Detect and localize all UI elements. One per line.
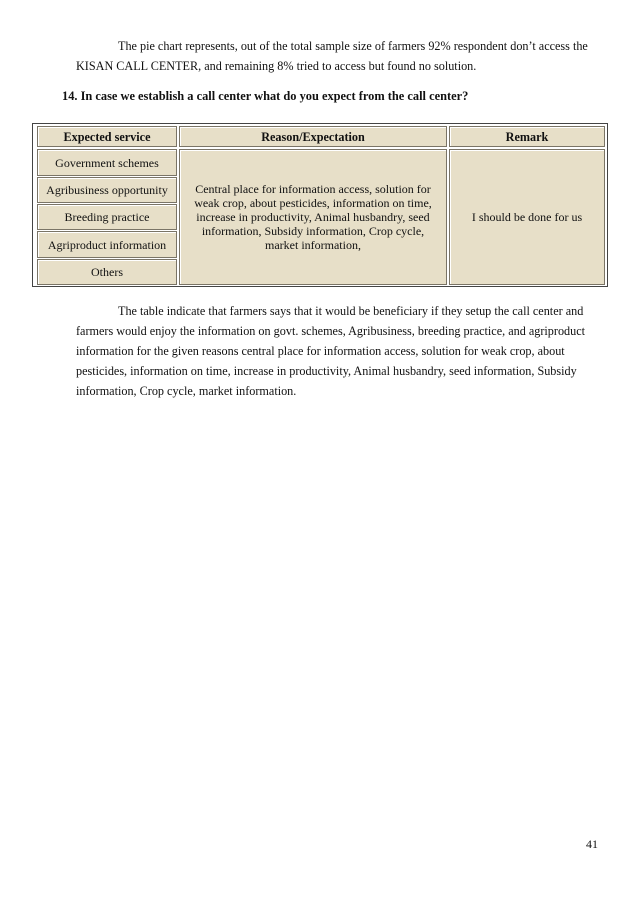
service-cell-breeding: Breeding practice xyxy=(37,204,177,230)
service-cell-others: Others xyxy=(37,259,177,285)
reason-cell: Central place for information access, solution for weak crop, about pesticides, information on time, increase in productivity, Animal husbandry, seed information, Subsidy information, Crop cycle, market information, xyxy=(179,149,447,285)
service-cell-government-schemes: Government schemes xyxy=(37,149,177,176)
intro-paragraph xyxy=(76,36,606,76)
service-cell-agriproduct: Agriproduct information xyxy=(37,231,177,258)
conclusion-paragraph xyxy=(76,301,606,401)
question-heading: 14. In case we establish a call center what do you expect from the call center? xyxy=(62,89,469,103)
header-expected-service: Expected service xyxy=(37,126,177,147)
remark-cell: I should be done for us xyxy=(449,149,605,285)
header-remark: Remark xyxy=(449,126,605,147)
intro-text: The pie chart represents, out of the total sample size of farmers 92% respondent don’t access the KISAN CALL CENTER, and remaining 8% tried to access but found no solution. xyxy=(76,39,588,73)
service-cell-agribusiness: Agribusiness opportunity xyxy=(37,177,177,203)
page-number: 41 xyxy=(586,837,598,851)
conclusion-text: The table indicate that farmers says that it would be beneficiary if they setup the call center and farmers would enjoy the information on govt. schemes, Agribusiness, breeding practice, and agriproduct information for the given reasons central place for information access, solution for weak crop, about pesticides, information on time, increase in productivity, Animal husbandry, seed information, Subsidy information, Crop cycle, market information. xyxy=(76,304,586,398)
expectation-table xyxy=(32,123,608,287)
header-reason: Reason/Expectation xyxy=(179,126,447,147)
